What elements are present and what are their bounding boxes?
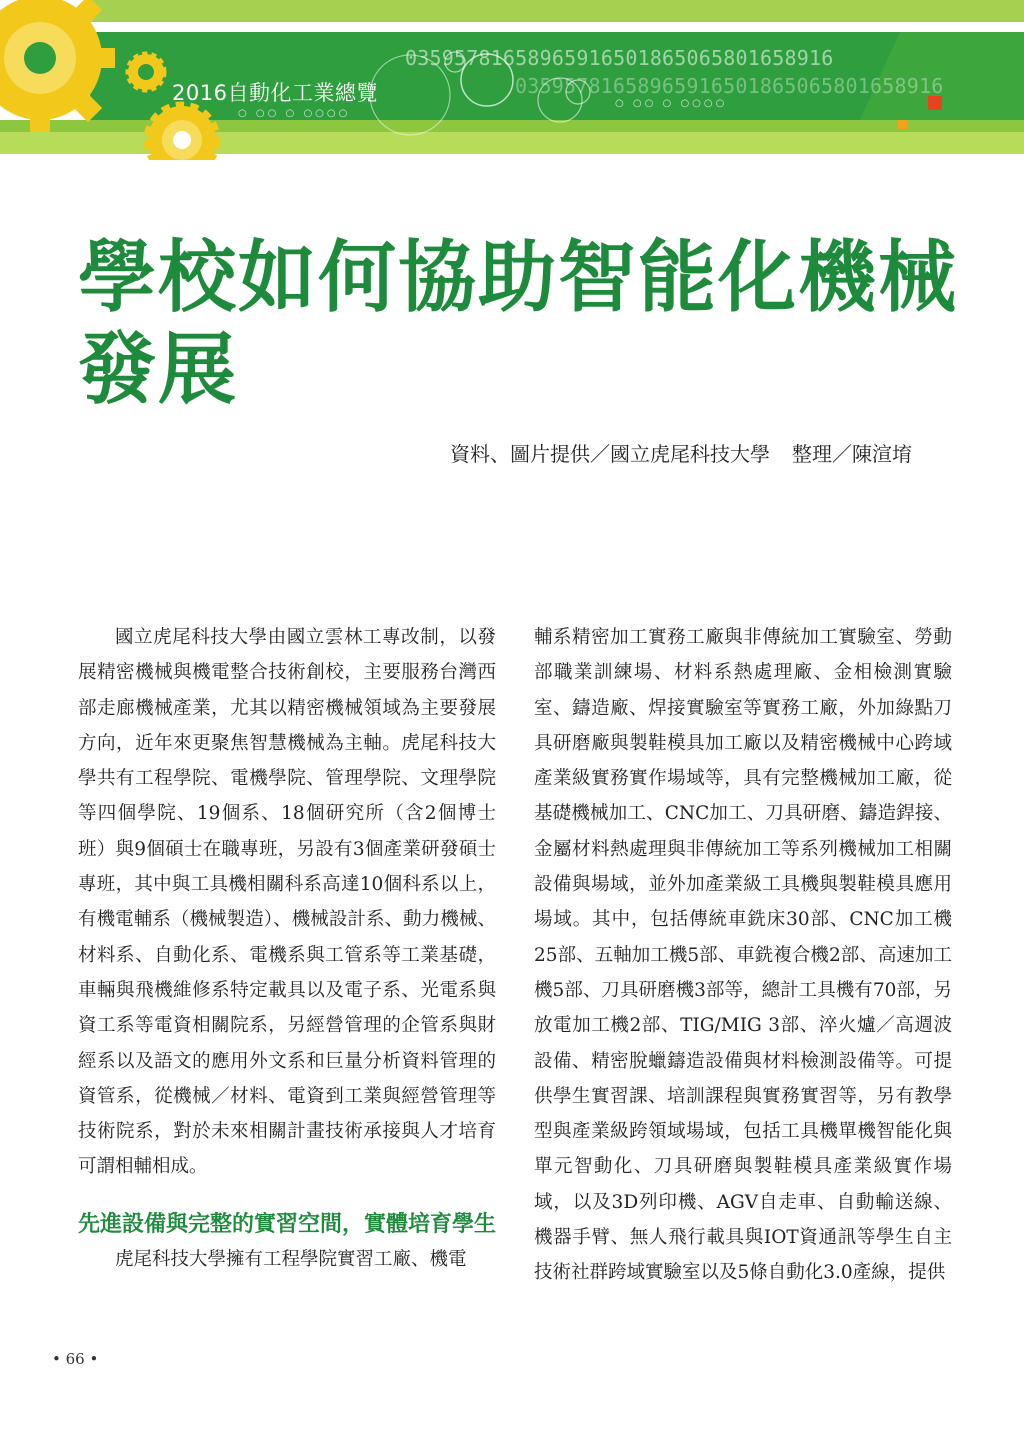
article-title-line-2: 發展: [78, 325, 239, 415]
column-left: [78, 620, 496, 1277]
article-title-line-1: 學校如何協助智能化機械: [78, 233, 959, 323]
article-credit: [450, 438, 912, 467]
banner-dots-left: ○ ○○ ○ ○○○○: [238, 108, 351, 119]
banner-dots-right: ○ ○○ ○ ○○○○: [615, 98, 728, 109]
paragraph-intro: 國立虎尾科技大學由國立雲林工專改制，以發展精密機械與機電整合技術創校，主要服務台灣西部走廊機械產業，尤其以精密機械領域為主要發展方向，近年來更聚焦智慧機械為主軸。虎尾科技大學共有工程學院、電機學院、管理學院、文理學院等四個學院、19個系、18個研究所（含2個博士班）與9個碩士在職專班，另設有3個產業研發碩士專班，其中與工具機相關科系高達10個科系以上，有機電輔系（機械製造）、機械設計系、動力機械、材料系、自動化系、電機系與工管系等工業基礎，車輛與飛機維修系特定載具以及電子系、光電系與資工系等電資相關院系，另經營管理的企管系與財經系以及語文的應用外文系和巨量分析資料管理的資管系，從機械／材料、電資到工業與經營管理等技術院系，對於未來相關計畫技術承接與人才培育可謂相輔相成。: [78, 627, 496, 1178]
banner-digits-bottom: 03595781658965916501865065801658916: [515, 74, 944, 98]
gear-small-icon: [128, 54, 164, 90]
banner-digits-top: 03595781658965916501865065801658916: [405, 46, 834, 70]
page-number: • 66 •: [52, 1350, 99, 1368]
paragraph-facilities-start: 虎尾科技大學擁有工程學院實習工廠、機電: [115, 1248, 467, 1270]
article-title: [78, 232, 978, 416]
credit-editor: 整理／陳渲堉: [792, 442, 912, 466]
paragraph-facilities-continued: 輔系精密加工實務工廠與非傳統加工實驗室、勞動部職業訓練場、材料系熱處理廠、金相檢測實驗室、鑄造廠、焊接實驗室等實務工廠，外加綠點刀具研磨廠與製鞋模具加工廠以及精密機械中心跨域產業級實務實作場域等，具有完整機械加工廠，從基礎機械加工、CNC加工、刀具研磨、鑄造銲接、金屬材料熱處理與非傳統加工等系列機械加工相關設備與場域，並外加產業級工具機與製鞋模具應用場域。其中，包括傳統車銑床30部、CNC加工機25部、五軸加工機5部、車銑複合機2部、高速加工機5部、刀具研磨機3部等，總計工具機有70部，另放電加工機2部、TIG/MIG 3部、淬火爐／高週波設備、精密脫蠟鑄造設備與材料檢測設備等。可提供學生實習課、培訓課程與實務實習等，另有教學型與產業級跨領域場域，包括工具機單機智能化與單元智動化、刀具研磨與製鞋模具產業級實作場域，以及3D列印機、AGV自走車、自動輸送線、機器手臂、無人飛行載具與IOT資通訊等學生自主技術社群跨域實驗室以及5條自動化3.0產線，提供: [534, 627, 952, 1284]
publication-title: 2016自動化工業總覽: [172, 81, 378, 105]
credit-source: 資料、圖片提供／國立虎尾科技大學: [450, 442, 770, 466]
header-banner: [0, 0, 1024, 160]
column-right: [534, 620, 952, 1291]
section-heading: 先進設備與完整的實習空間，實體培育學生: [78, 1211, 497, 1237]
